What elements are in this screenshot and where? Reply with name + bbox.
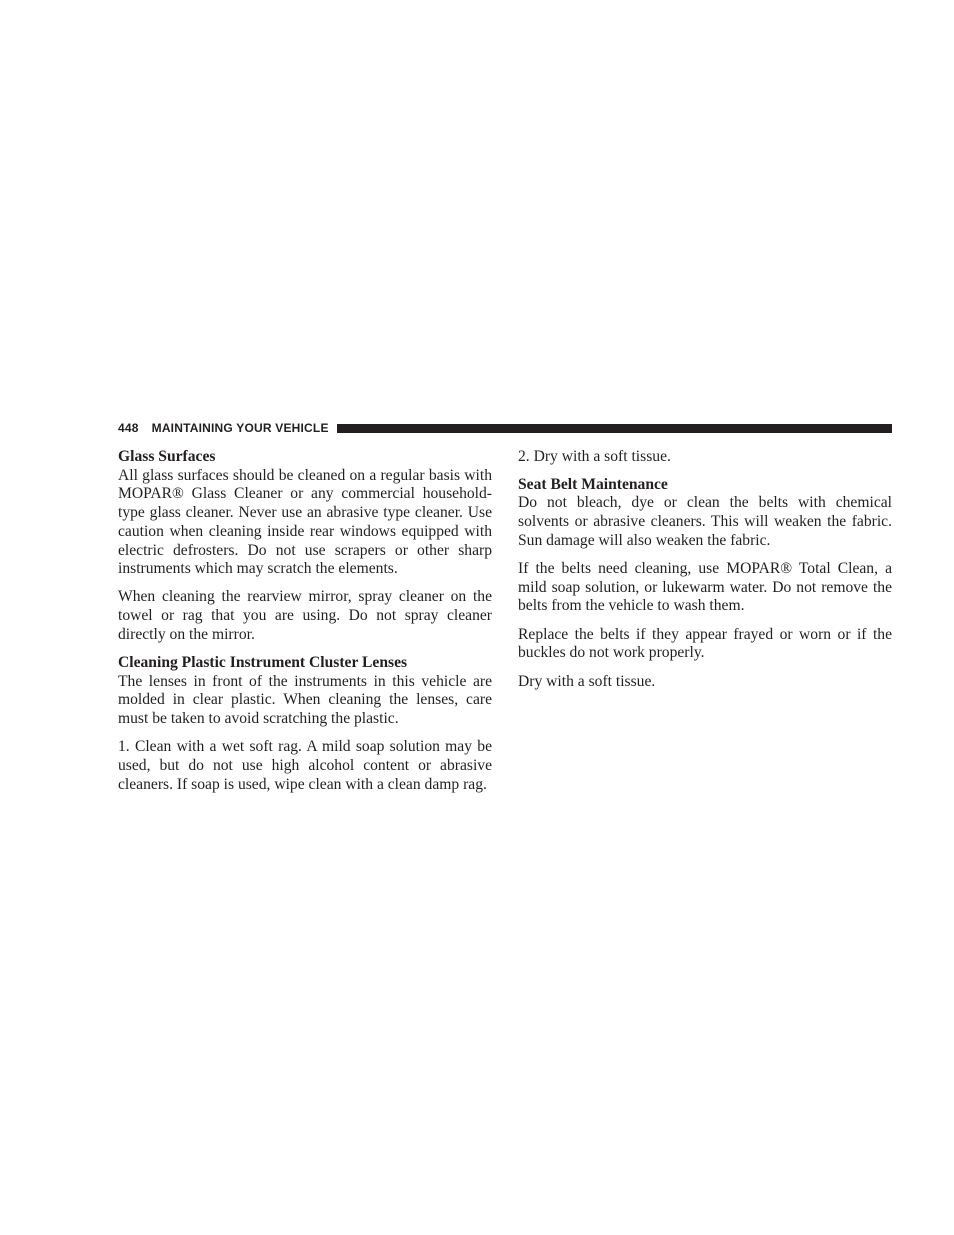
instrument-lenses-paragraph: The lenses in front of the instruments in this vehicle are molded in clear plastic. When cleaning the lenses, care must be taken to avoid scratching the plastic. bbox=[118, 672, 492, 728]
glass-surfaces-paragraph-2: When cleaning the rearview mirror, spray cleaner on the towel or rag that you are using. Do not spray cleaner directly on the mirror. bbox=[118, 588, 492, 643]
left-column bbox=[118, 448, 492, 804]
seat-belt-paragraph-3: Replace the belts if they appear frayed or worn or if the buckles do not work properly. bbox=[518, 625, 892, 662]
instrument-lenses-step-2: 2. Dry with a soft tissue. bbox=[518, 448, 671, 465]
instrument-lenses-heading: Cleaning Plastic Instrument Cluster Lenses bbox=[118, 654, 408, 672]
header-rule bbox=[337, 424, 892, 433]
seat-belt-heading: Seat Belt Maintenance bbox=[518, 475, 668, 493]
glass-surfaces-paragraph-1: All glass surfaces should be cleaned on a regular basis with MOPAR® Glass Cleaner or any commercial household-type glass cleaner. Never use an abrasive type cleaner. Use caution when cleaning inside rear windows equipped with electric defrosters. Do not use scrapers or other sharp instruments which may scratch the elements. bbox=[118, 466, 492, 578]
instrument-lenses-step-1: 1. Clean with a wet soft rag. A mild soap solution may be used, but do not use high alcohol content or abrasive cleaners. If soap is used, wipe clean with a clean damp rag. bbox=[118, 738, 492, 793]
page-number: 448 bbox=[118, 421, 139, 435]
page-header bbox=[118, 420, 892, 436]
right-column bbox=[518, 448, 892, 701]
section-title: MAINTAINING YOUR VEHICLE bbox=[151, 421, 329, 435]
seat-belt-paragraph-4: Dry with a soft tissue. bbox=[518, 672, 656, 690]
glass-surfaces-heading: Glass Surfaces bbox=[118, 448, 216, 465]
seat-belt-paragraph-1: Do not bleach, dye or clean the belts with chemical solvents or abrasive cleaners. This will weaken the fabric. Sun damage will also weaken the fabric. bbox=[518, 494, 892, 549]
seat-belt-paragraph-2: If the belts need cleaning, use MOPAR® Total Clean, a mild soap solution, or lukewarm water. Do not remove the belts from the vehicle to wash them. bbox=[518, 560, 892, 615]
